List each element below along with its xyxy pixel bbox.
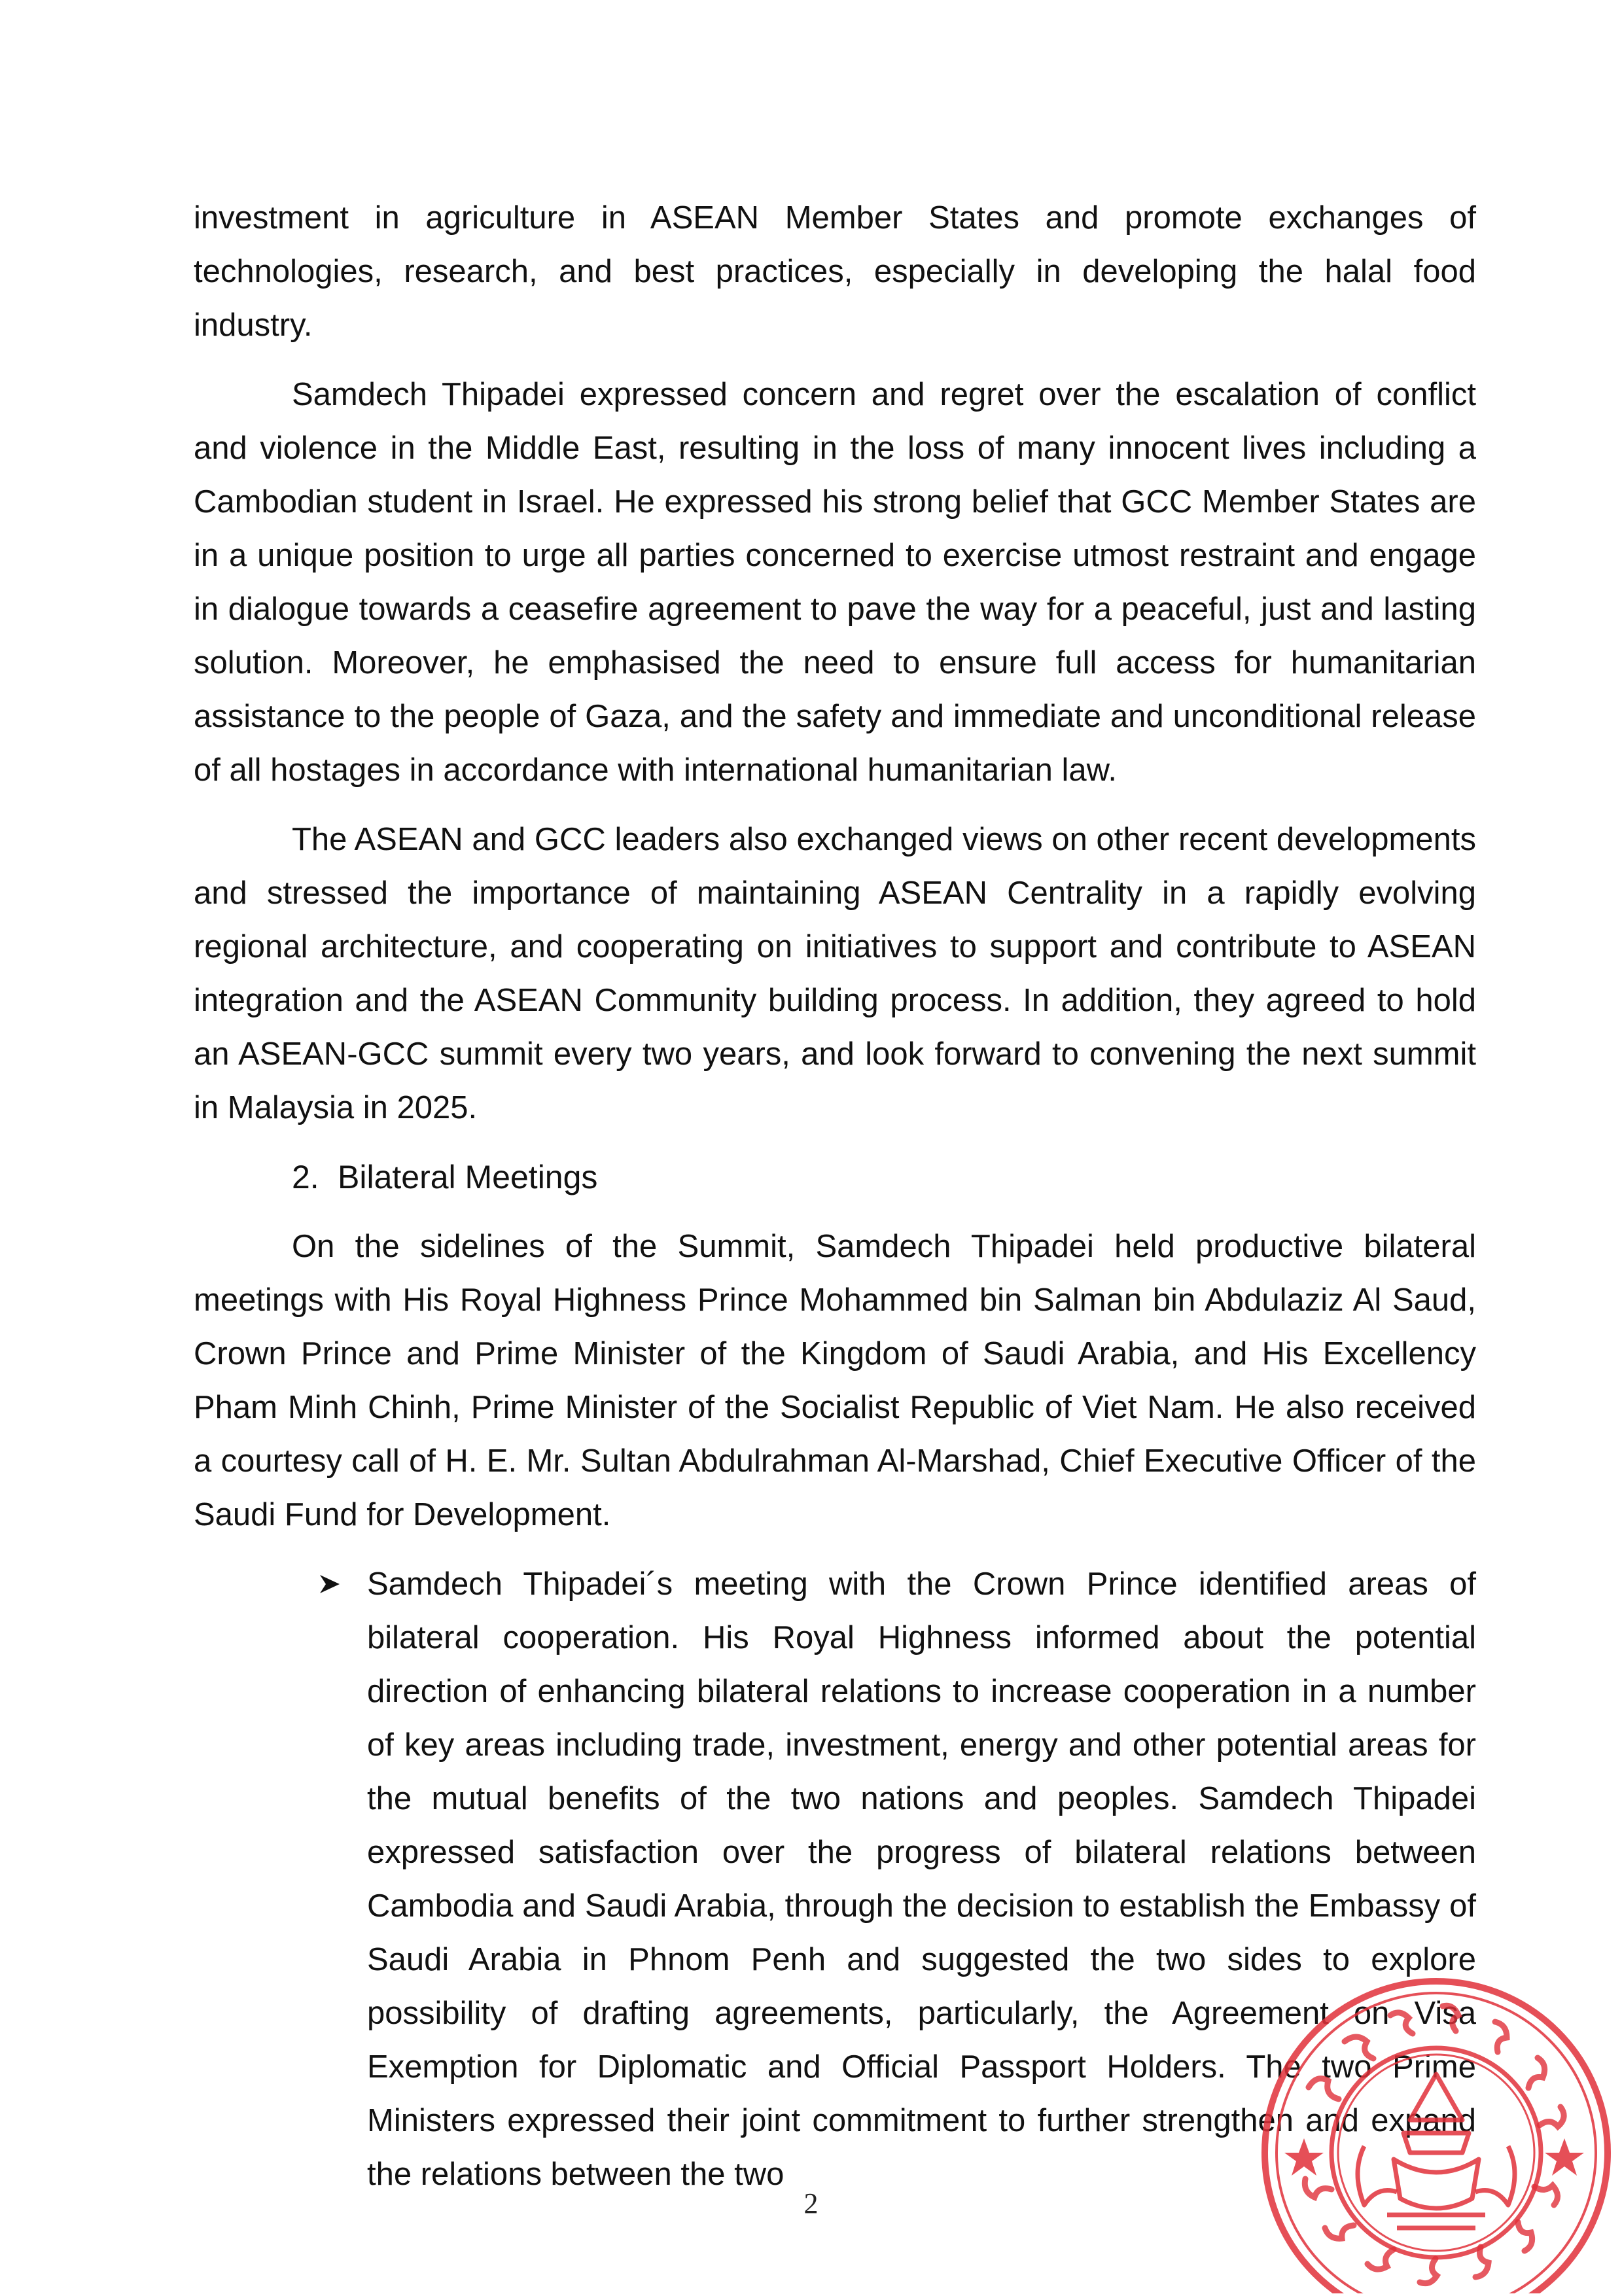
section-heading: [194, 1150, 1476, 1204]
document-body: [194, 191, 1476, 2201]
page-number: 2: [803, 2187, 819, 2219]
paragraph-asean-gcc: The ASEAN and GCC leaders also exchanged views on other recent developments and stressed the importance of maintaining ASEAN Centrality in a rapidly evolving regional architecture, and cooperating on initiatives to support and contribute to ASEAN integration and the ASEAN Community building process. In addition, they agreed to hold an ASEAN-GCC summit every two years, and look forward to convening the next summit in Malaysia in 2025.: [194, 822, 1476, 1125]
paragraph-middle-east: Samdech Thipadei expressed concern and regret over the escalation of conflict and violence in the Middle East, resulting in the loss of many innocent lives including a Cambodian student in Israel. He expressed his strong belief that GCC Member States are in a unique position to urge all parties concerned to exercise utmost restraint and engage in dialogue towards a ceasefire agreement to pave the way for a peaceful, just and lasting solution. Moreover, he emphasised the need to ensure full access for humanitarian assistance to the people of Gaza, and the safety and immediate and unconditional release of all hostages in accordance with international humanitarian law.: [194, 377, 1476, 788]
official-seal-icon: [1246, 1963, 1613, 2293]
paragraph-bilateral-meetings: On the sidelines of the Summit, Samdech Thipadei held productive bilateral meetings with His Royal Highness Prince Mohammed bin Salman bin Abdulaziz Al Saud, Crown Prince and Prime Minister of the Kingdom of Saudi Arabia, and His Excellency Pham Minh Chinh, Prime Minister of the Socialist Republic of Viet Nam. He also received a courtesy call of H. E. Mr. Sultan Abdulrahman Al-Marshad, Chief Executive Officer of the Saudi Fund for Development.: [194, 1229, 1476, 1532]
arrowhead-bullet-icon: [315, 1557, 347, 1611]
paragraph-agriculture: investment in agriculture in ASEAN Member States and promote exchanges of technologies, research, and best practices, especially in developing the halal food industry.: [194, 200, 1476, 343]
section-number: 2.: [292, 1159, 319, 1195]
section-title: Bilateral Meetings: [338, 1159, 598, 1195]
bullet-text-crown-prince: Samdech Thipadei´s meeting with the Crown Prince identified areas of bilateral cooperation. His Royal Highness informed about the potential direction of enhancing bilateral relations to increase cooperation in a number of key areas including trade, investment, energy and other potential areas for the mutual benefits of the two nations and peoples. Samdech Thipadei expressed satisfaction over the progress of bilateral relations between Cambodia and Saudi Arabia, through the decision to establish the Embassy of Saudi Arabia in Phnom Penh and suggested the two sides to explore possibility of drafting agreements, particularly, the Agreement on Visa Exemption for Diplomatic and Official Passport Holders. The two Prime Ministers expressed their joint commitment to further strengthen and expand the relations between the two: [367, 1566, 1476, 2192]
